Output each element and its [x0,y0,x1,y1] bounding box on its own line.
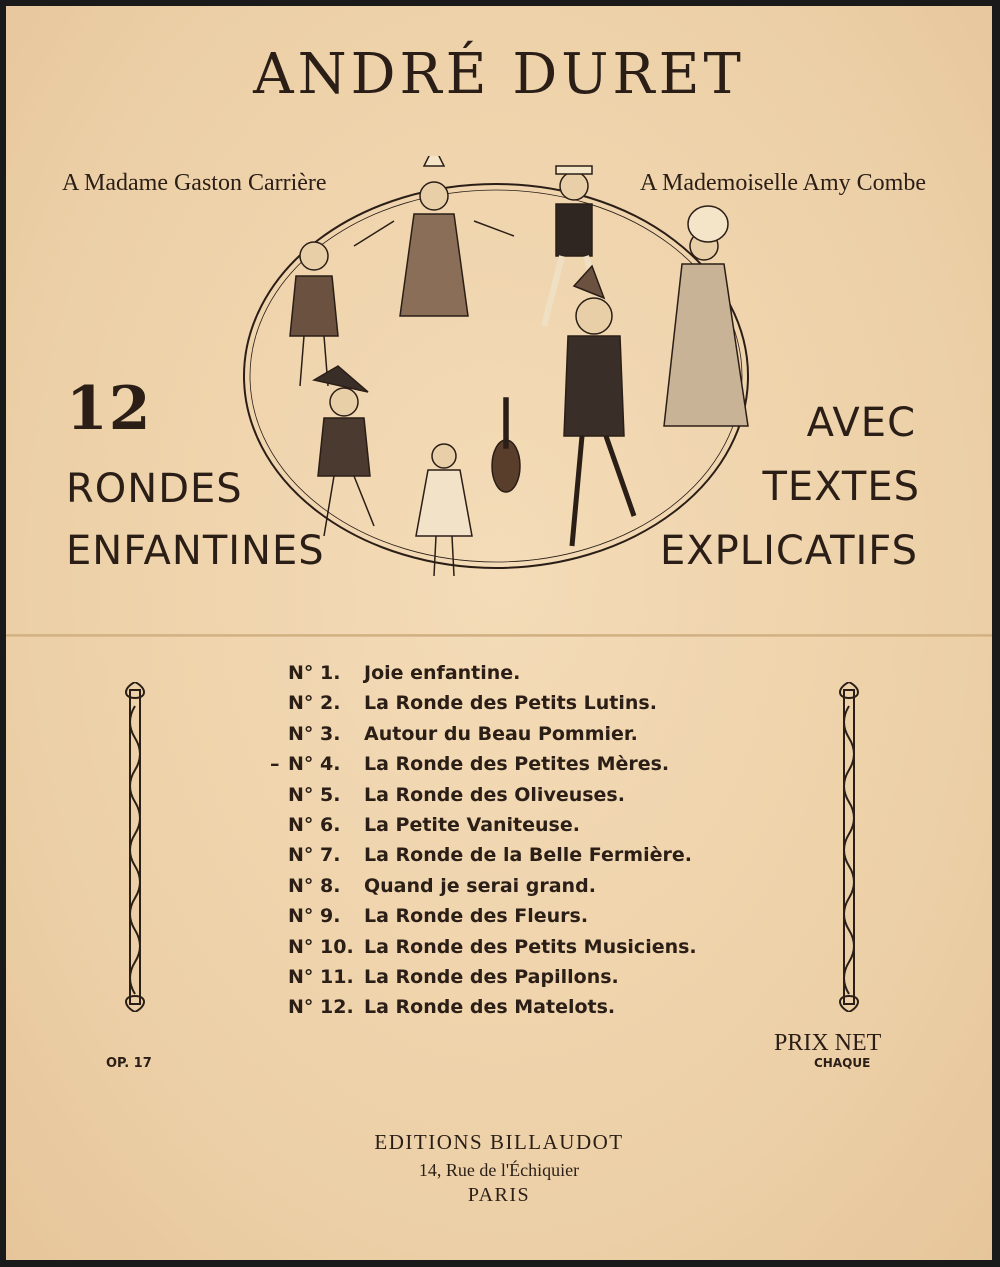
dedication-right: A Mademoiselle Amy Combe [640,170,926,196]
title-avec: AVEC [806,400,916,446]
piece-title: La Ronde des Matelots. [364,996,616,1019]
piece-number: N° 3. [288,722,341,745]
piece-number: N° 5. [288,783,341,806]
piece-title: La Ronde des Papillons. [364,965,619,988]
publisher-name: EDITIONS BILLAUDOT [374,1130,624,1154]
piece-item [270,749,697,779]
piece-title: La Ronde des Petites Mères. [364,753,670,776]
piece-title: Autour du Beau Pommier. [364,722,638,745]
dedication-left: A Madame Gaston Carrière [62,170,327,196]
piece-title: Joie enfantine. [364,662,521,684]
piece-item [288,719,697,749]
pieces-list [270,658,697,1023]
price-label: PRIX NET [774,1030,882,1056]
piece-item [288,932,697,962]
price-sub-label: CHAQUE [814,1056,871,1070]
children-dancing-ring-illustration [234,156,754,586]
piece-mark: – [270,753,280,776]
dancer-figure [416,444,472,576]
paper-fold-line [6,634,992,637]
dancer-figure [564,266,634,546]
piece-title: La Ronde des Fleurs. [364,905,589,928]
piece-item [288,962,697,992]
title-textes: TEXTES [762,464,920,510]
piece-title: La Ronde des Petits Musiciens. [364,935,697,958]
piece-number: N° 2. [288,692,341,715]
piece-number: N° 4. [288,753,341,776]
dancer-figure [354,156,514,316]
title-enfantines: ENFANTINES [66,528,325,574]
scroll-ornament-right-icon [832,682,866,1012]
piece-item [288,901,697,931]
publisher-address: 14, Rue de l'Échiquier [418,1160,580,1180]
piece-number: N° 11. [288,965,354,988]
piece-title: La Ronde des Petits Lutins. [364,692,657,715]
piece-item [288,992,697,1022]
dancer-figure [290,242,338,386]
title-number: 12 [66,374,152,444]
piece-number: N° 7. [288,844,341,867]
piece-number: N° 1. [288,662,341,684]
piece-number: N° 10. [288,935,354,958]
piece-number: N° 8. [288,874,341,897]
title-rondes: RONDES [66,466,243,512]
piece-item [288,658,697,688]
piece-number: N° 6. [288,813,341,836]
scroll-ornament-left-icon [118,682,152,1012]
piece-number: N° 12. [288,996,354,1019]
title-explicatifs: EXPLICATIFS [660,528,918,574]
violin-icon [492,398,520,492]
piece-item [288,840,697,870]
composer-name: ANDRÉ DURET [253,42,745,107]
piece-title: La Ronde de la Belle Fermière. [364,844,692,867]
piece-title: La Petite Vaniteuse. [364,813,580,836]
score-cover [6,6,992,1260]
publisher-city: PARIS [467,1184,531,1206]
piece-item [288,810,697,840]
dancer-figure [314,366,374,536]
piece-item [288,780,697,810]
piece-title: Quand je serai grand. [364,874,596,897]
piece-item [288,688,697,718]
opus-number: OP. 17 [106,1056,152,1071]
piece-title: La Ronde des Oliveuses. [364,783,625,806]
piece-number: N° 9. [288,905,341,928]
piece-item [288,871,697,901]
